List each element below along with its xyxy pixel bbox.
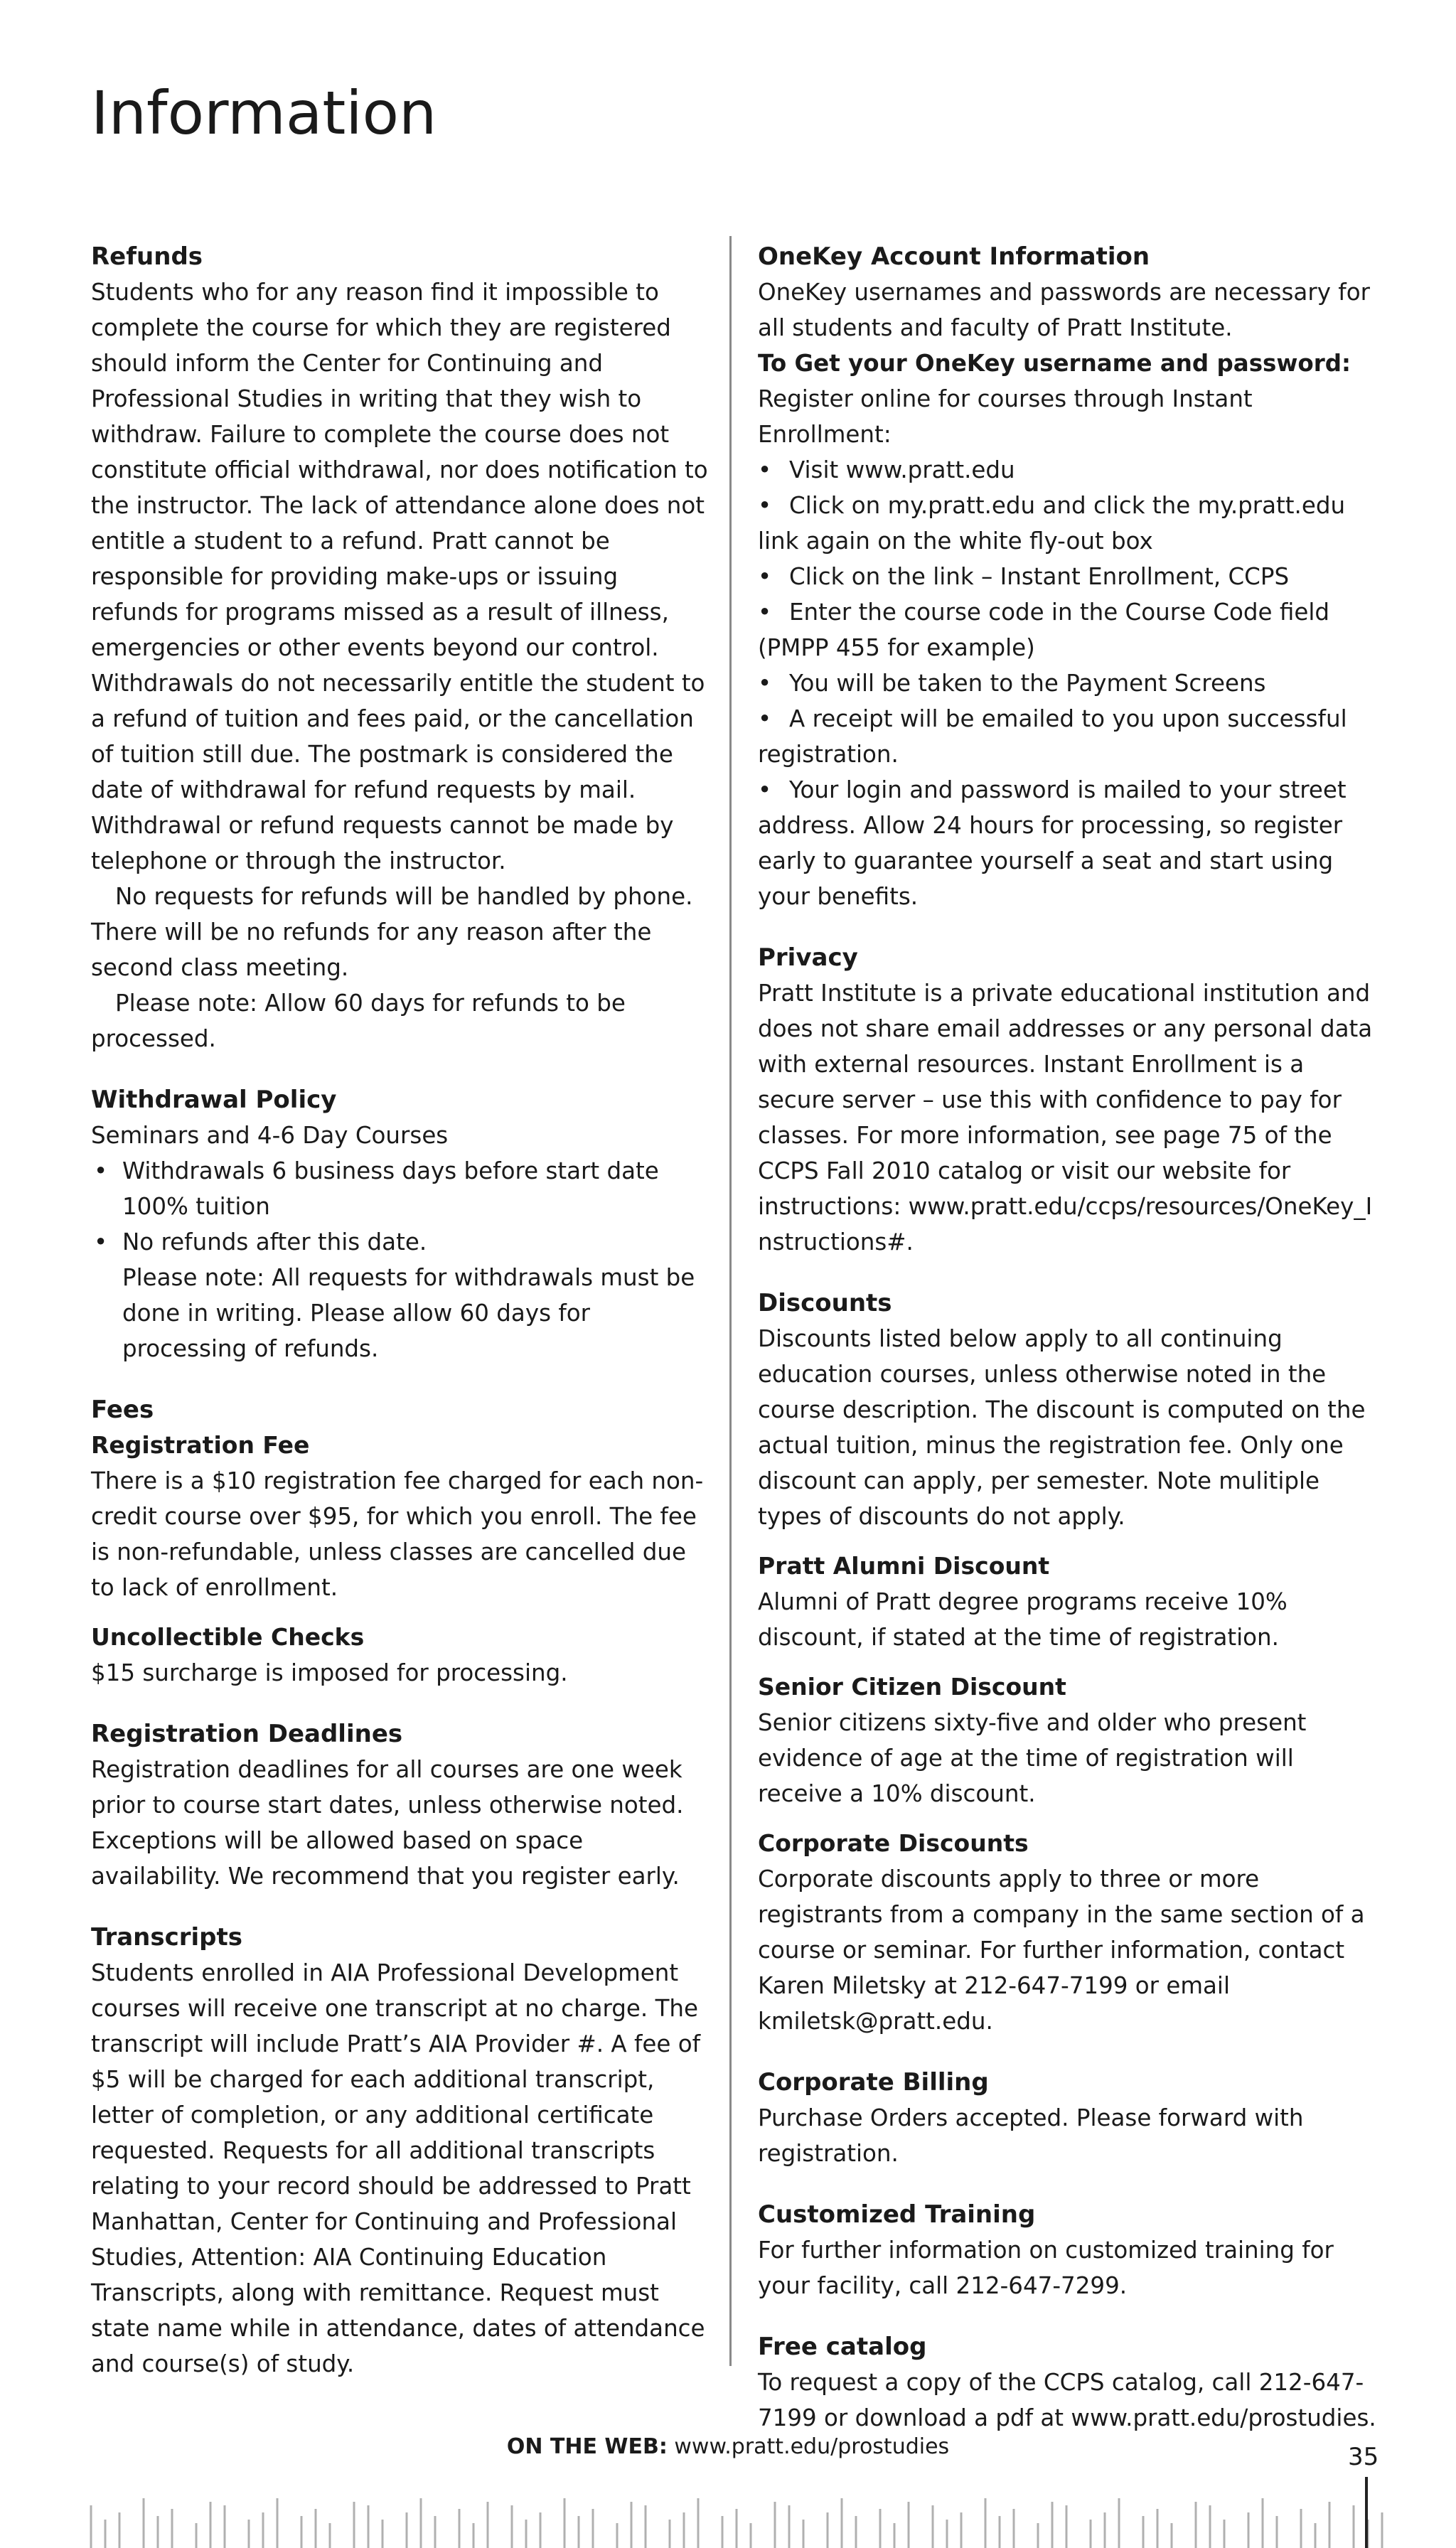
alumni-discount-heading: Pratt Alumni Discount [758,1552,1050,1580]
corporate-discount-body: Corporate discounts apply to three or more registrants from a company in the same section of a course or seminar. For further information, contact Karen Miletsky at 212-647-7199 or email kmiletsk@pratt.edu. [758,1866,1365,2035]
decorative-tick-ruler [85,2477,1408,2548]
registration-fee-heading: Registration Fee [91,1431,310,1459]
list-item: • Withdrawals 6 business days before start date 100% tuition [91,1153,710,1224]
fees-heading: Fees [91,1396,154,1424]
privacy-section [758,940,1383,1260]
page-number: 35 [1348,2443,1379,2471]
onekey-register: Register online for courses through Instant Enrollment: [758,385,1253,448]
list-item: • Your login and password is mailed to your street address. Allow 24 hours for processing, so register early to guarantee yourself a seat and start using your benefits. [758,776,1347,910]
uncollectible-checks-heading: Uncollectible Checks [91,1623,365,1651]
footer-url[interactable]: www.pratt.edu/prostudies [674,2434,950,2459]
deadlines-section [91,1716,710,1894]
footer [0,2434,1456,2459]
onekey-body: OneKey usernames and passwords are necessary for all students and faculty of Pratt Institute. [758,279,1370,341]
transcripts-section [91,1920,710,2382]
course-code-field-label: Course Code field [1125,599,1330,626]
page-title: Information [91,78,437,148]
discounts-section [758,1285,1383,2039]
receipt-label: receipt [812,705,893,732]
onekey-section [758,239,1383,914]
onekey-instructions-link[interactable]: www.pratt.edu/ccps/resources/OneKey_Instructions#. [758,1193,1373,1256]
deadlines-body: Registration deadlines for all courses are one week prior to course start dates, unless otherwise noted. Exceptions will be allowed based on space availability. We recommend that you register early. [91,1756,684,1890]
please-note-text: Allow 60 days for refunds to be processed. [91,990,626,1052]
onekey-steps [758,452,1383,914]
left-column [91,239,710,2382]
catalog-body: To request a copy of the CCPS catalog, call 212-647-7199 or download a pdf at www.pratt.edu/prostudies. [758,2369,1376,2431]
right-column [758,239,1383,2436]
link-my-pratt-2[interactable]: my.pratt.edu [1197,492,1346,519]
training-section [758,2197,1383,2303]
refunds-phone-note: No requests for refunds will be handled by phone. There will be no refunds for any reason after the second class meeting. [91,883,693,981]
please-note-label: Please note: [115,990,257,1017]
senior-discount-heading: Senior Citizen Discount [758,1673,1066,1701]
refunds-please-note [91,985,710,1056]
withdrawal-heading: Withdrawal Policy [91,1086,337,1114]
payment-screens-label: Payment Screens [1066,670,1266,697]
discounts-body: Discounts listed below apply to all continuing education courses, unless otherwise noted in the course description. The discount is computed on the actual tuition, minus the registration fee. Only one discount can apply, per semester. Note mulitiple types of discounts do not apply. [758,1325,1366,1530]
senior-discount-body: Senior citizens sixty-five and older who present evidence of age at the time of registration will receive a 10% discount. [758,1709,1307,1807]
list-item: • Enter the course code in the Course Code field (PMPP 455 for example) [758,599,1330,661]
uncollectible-checks-body: $15 surcharge is imposed for processing. [91,1659,568,1686]
list-item: • Click on the link – Instant Enrollment, CCPS [758,563,1290,590]
training-heading: Customized Training [758,2200,1036,2229]
refunds-heading: Refunds [91,242,203,271]
alumni-discount-body: Alumni of Pratt degree programs receive 10% discount, if stated at the time of registration. [758,1588,1288,1651]
list-item: • Visit www.pratt.edu [758,456,1015,483]
privacy-heading: Privacy [758,943,858,972]
withdrawal-list [91,1153,710,1260]
prostudies-link[interactable]: www.pratt.edu/prostudies. [1071,2404,1376,2431]
privacy-body: Pratt Institute is a private educational institution and does not share email addresses or any personal data with external resources. Instant Enrollment is a secure server – use this with confidence to pay for classes. For more information, see page 75 of the CCPS Fall 2010 catalog or visit our website for instructions: www.pratt.edu/ccps/resources/OneKey_Instructions#. [758,980,1373,1256]
catalog-section [758,2329,1383,2436]
corporate-discount-heading: Corporate Discounts [758,1829,1029,1857]
list-item: • Click on my.pratt.edu and click the my.pratt.edu link again on the white fly-out box [758,492,1346,555]
refunds-section [91,239,710,1056]
onekey-heading: OneKey Account Information [758,242,1150,271]
list-item: • You will be taken to the Payment Screens [758,670,1266,697]
instant-enrollment-link[interactable]: Instant Enrollment, CCPS [1000,563,1290,590]
list-item: • No refunds after this date. [91,1224,710,1260]
discounts-heading: Discounts [758,1289,892,1317]
withdrawal-note-label: Please note: [122,1264,264,1291]
transcripts-body: Students enrolled in AIA Professional Development courses will receive one transcript at no charge. The transcript will include Pratt’s AIA Provider #. A fee of $5 will be charged for each additional transcript, letter of completion, or any additional certificate requested. Requests for all additional transcripts relating to your record should be addressed to Pratt Manhattan, Center for Continuing and Professional Studies, Attention: AIA Continuing Education Transcripts, along with remittance. Request must state name while in attendance, dates of attendance and course(s) of study. [91,1959,705,2377]
billing-body: Purchase Orders accepted. Please forward with registration. [758,2104,1304,2167]
withdrawal-note-text: All requests for withdrawals must be done in writing. Please allow 60 days for processing of refunds. [122,1264,695,1362]
withdrawal-section [91,1082,710,1366]
link-pratt[interactable]: www.pratt.edu [845,456,1015,483]
deadlines-heading: Registration Deadlines [91,1720,403,1748]
withdrawal-subtitle: Seminars and 4-6 Day Courses [91,1122,449,1149]
transcripts-heading: Transcripts [91,1923,243,1952]
training-body: For further information on customized training for your facility, call 212-647-7299. [758,2237,1334,2299]
footer-label: ON THE WEB: [506,2434,668,2459]
billing-section [758,2065,1383,2171]
billing-heading: Corporate Billing [758,2068,989,2097]
link-my-pratt[interactable]: my.pratt.edu [887,492,1036,519]
withdrawal-note [91,1260,710,1366]
list-item: • A receipt will be emailed to you upon successful registration. [758,705,1347,768]
column-divider [729,236,732,2366]
refunds-body: Students who for any reason find it impossible to complete the course for which they are registered should inform the Center for Continuing and Professional Studies in writing that they wish to withdraw. Failure to complete the course does not constitute official withdrawal, nor does notification to the instructor. The lack of attendance alone does not entitle a student to a refund. Pratt cannot be responsible for providing make-ups or issuing refunds for programs missed as a result of illness, emergencies or other events beyond our control. Withdrawals do not necessarily entitle the student to a refund of tuition and fees paid, or the cancellation of tuition still due. The postmark is considered the date of withdrawal for refund requests by mail. Withdrawal or refund requests cannot be made by telephone or through the instructor. [91,279,708,874]
registration-fee-body: There is a $10 registration fee charged for each non-credit course over $95, for which you enroll. The fee is non-refundable, unless classes are cancelled due to lack of enrollment. [91,1467,704,1601]
onekey-get-heading: To Get your OneKey username and password: [758,350,1351,377]
fees-section [91,1392,710,1691]
catalog-heading: Free catalog [758,2333,927,2361]
